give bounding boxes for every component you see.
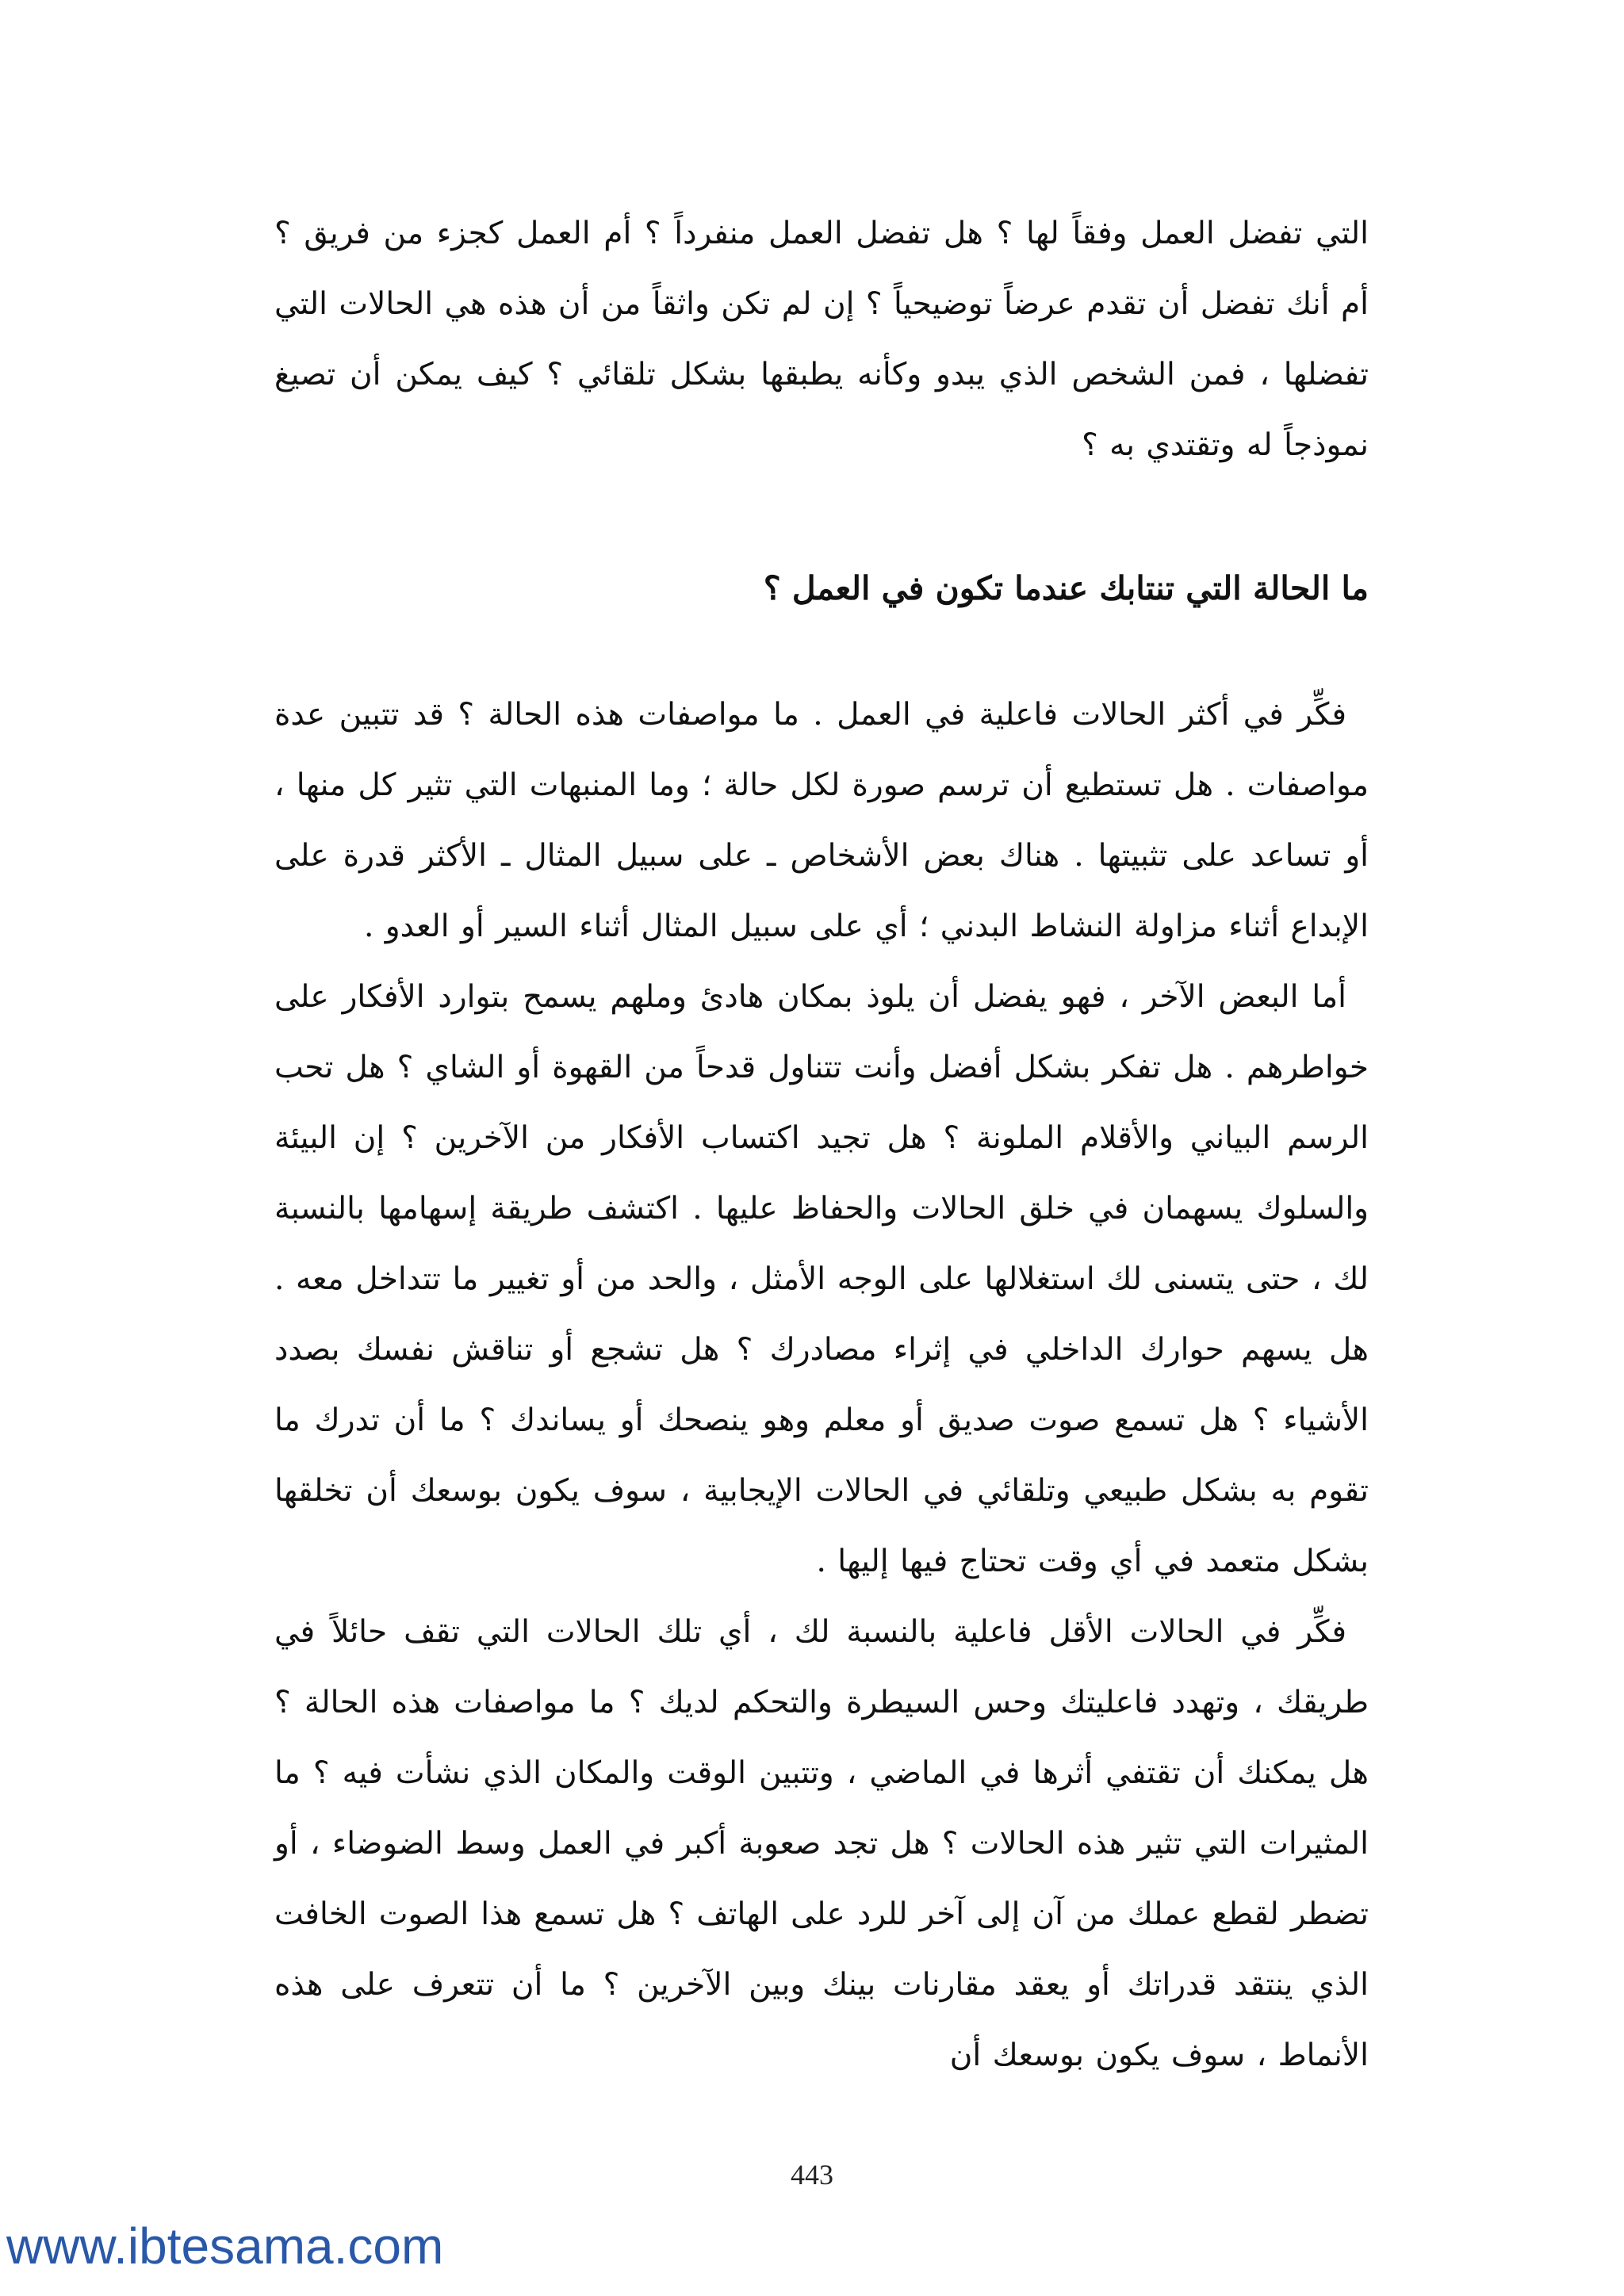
section-heading: ما الحالة التي تنتابك عندما تكون في العمل ؟ (763, 569, 1369, 607)
watermark-link[interactable]: www.ibtesama.com (6, 2218, 444, 2275)
paragraph-3: أما البعض الآخر ، فهو يفضل أن يلوذ بمكان هادئ وملهم يسمح بتوارد الأفكار على خواطرهم . هل تفكر بشكل أفضل وأنت تتناول قدحاً من القهوة أو الشاي ؟ هل تحب الرسم البياني والأقلام الملونة ؟ هل تجيد اكتساب الأفكار من الآخرين ؟ إن البيئة والسلوك يسهمان في خلق الحالات والحفاظ عليها . اكتشف طريقة إسهامها بالنسبة لك ، حتى يتسنى لك استغلالها على الوجه الأمثل ، والحد من أو تغيير ما تتداخل معه . هل يسهم حوارك الداخلي في إثراء مصادرك ؟ هل تشجع أو تناقش نفسك بصدد الأشياء ؟ هل تسمع صوت صديق أو معلم وهو ينصحك أو يساندك ؟ ما أن تدرك ما تقوم به بشكل طبيعي وتلقائي في الحالات الإيجابية ، سوف يكون بوسعك أن تخلقها بشكل متعمد في أي وقت تحتاج فيها إليها . (274, 979, 1369, 1579)
paragraph-1: التي تفضل العمل وفقاً لها ؟ هل تفضل العمل منفرداً ؟ أم العمل كجزء من فريق ؟ أم أنك تفضل أن تقدم عرضاً توضيحياً ؟ إن لم تكن واثقاً من أن هذه هي الحالات التي تفضلها ، فمن الشخص الذي يبدو وكأنه يطبقها بشكل تلقائي ؟ كيف يمكن أن تصيغ نموذجاً له وتقتدي به ؟ (274, 216, 1369, 463)
page-body (274, 198, 1369, 2091)
paragraph-2: فكِّر في أكثر الحالات فاعلية في العمل . ما مواصفات هذه الحالة ؟ قد تتبين عدة مواصفات . هل تستطيع أن ترسم صورة لكل حالة ؛ وما المنبهات التي تثير كل منها ، أو تساعد على تثبيتها . هناك بعض الأشخاص ـ على سبيل المثال ـ الأكثر قدرة على الإبداع أثناء مزاولة النشاط البدني ؛ أي على سبيل المثال أثناء السير أو العدو . (274, 697, 1369, 944)
paragraph-4: فكِّر في الحالات الأقل فاعلية بالنسبة لك ، أي تلك الحالات التي تقف حائلاً في طريقك ، وتهدد فاعليتك وحس السيطرة والتحكم لديك ؟ ما مواصفات هذه الحالة ؟ هل يمكنك أن تقتفي أثرها في الماضي ، وتتبين الوقت والمكان الذي نشأت فيه ؟ ما المثيرات التي تثير هذه الحالات ؟ هل تجد صعوبة أكبر في العمل وسط الضوضاء ، أو تضطر لقطع عملك من آن إلى آخر للرد على الهاتف ؟ هل تسمع هذا الصوت الخافت الذي ينتقد قدراتك أو يعقد مقارنات بينك وبين الآخرين ؟ ما أن تتعرف على هذه الأنماط ، سوف يكون بوسعك أن (274, 1614, 1369, 2073)
page-number: 443 (791, 2159, 833, 2191)
